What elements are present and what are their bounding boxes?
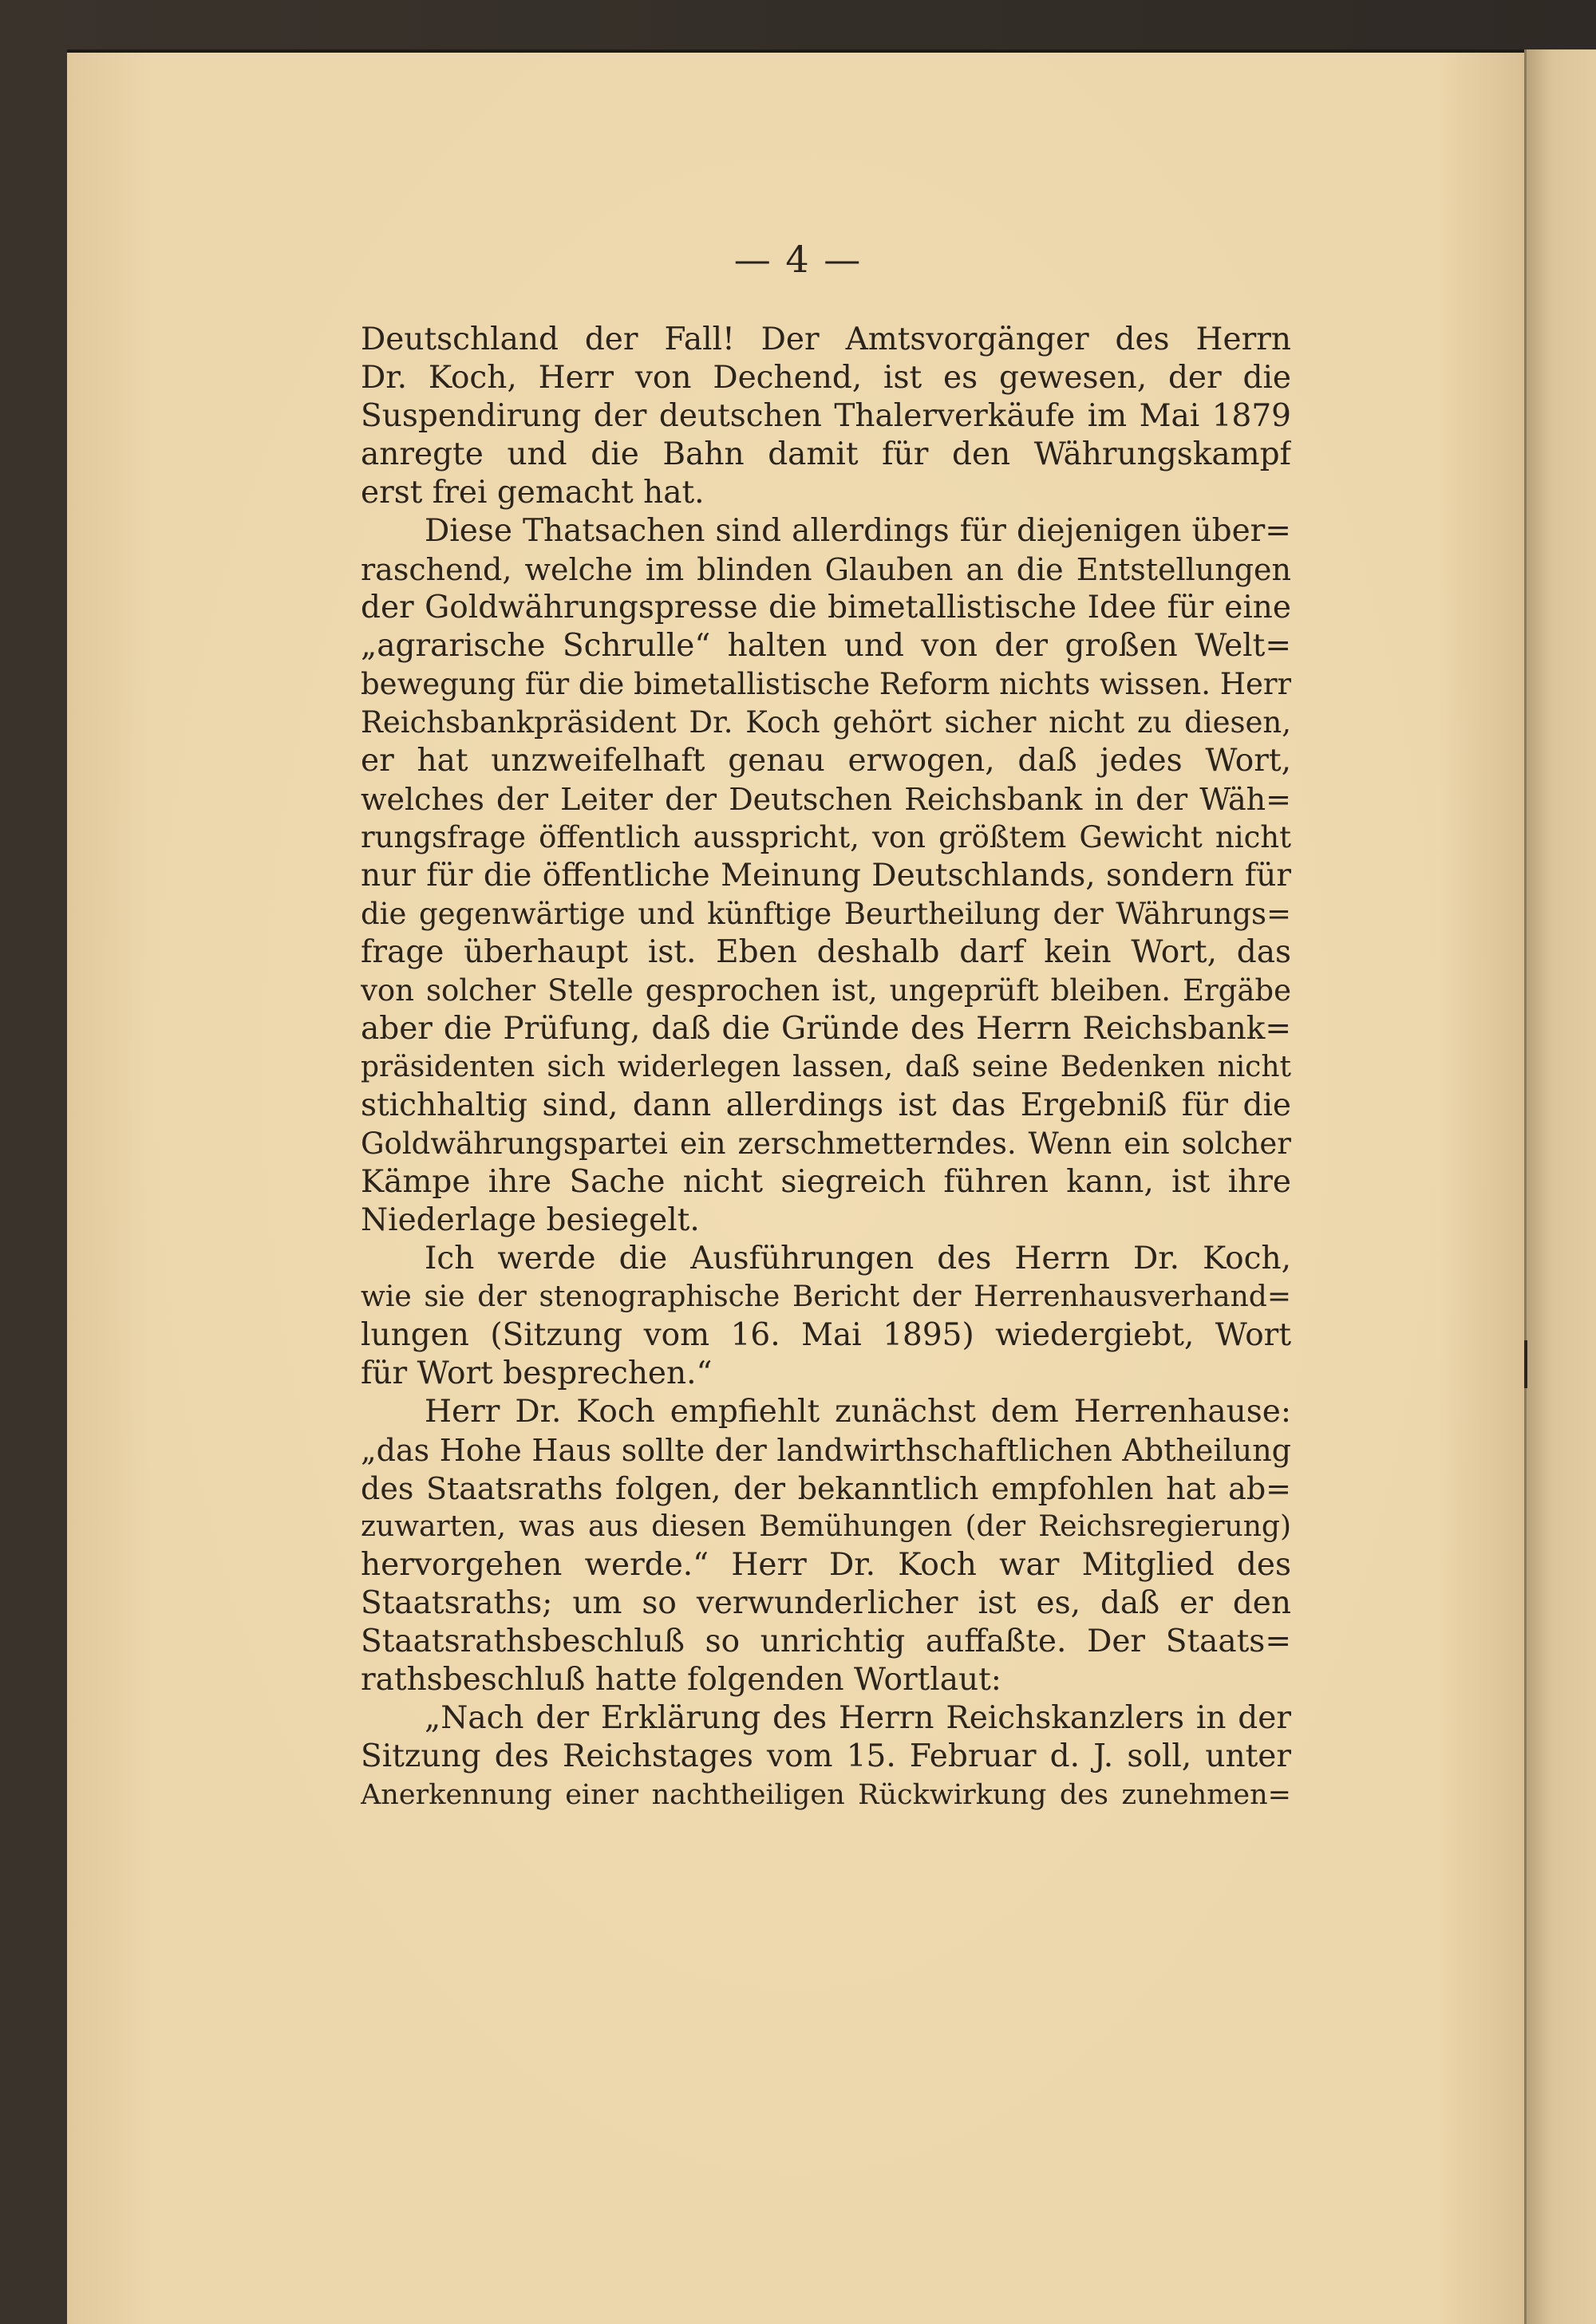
body-text	[361, 321, 1291, 1814]
text-line: Goldwährungspartei ein zerschmetterndes. Wenn ein solcher	[361, 1126, 1291, 1161]
next-page-edge	[1524, 49, 1596, 2324]
text-line: er hat unzweifelhaft genau erwogen, daß jedes Wort,	[361, 743, 1291, 779]
text-line: Anerkennung einer nachtheiligen Rückwirkung des zunehmen=	[361, 1779, 1291, 1811]
text-line: Herr Dr. Koch empfiehlt zunächst dem Herrenhause:	[425, 1394, 1291, 1430]
text-line: Diese Thatsachen sind allerdings für diejenigen über=	[425, 513, 1291, 549]
text-line: aber die Prüfung, daß die Gründe des Herrn Reichsbank=	[361, 1011, 1291, 1047]
margin-mark	[1524, 1340, 1527, 1388]
text-line: Ich werde die Ausführungen des Herrn Dr. Koch,	[425, 1241, 1291, 1276]
text-line: von solcher Stelle gesprochen ist, ungeprüft bleiben. Ergäbe	[361, 973, 1291, 1008]
text-line: rungsfrage öffentlich ausspricht, von größtem Gewicht nicht	[361, 820, 1291, 854]
text-line: wie sie der stenographische Bericht der Herrenhausverhand=	[361, 1280, 1291, 1313]
text-line: nur für die öffentliche Meinung Deutschlands, sondern für	[361, 858, 1291, 894]
text-line: hervorgehen werde.“ Herr Dr. Koch war Mitglied des	[361, 1547, 1291, 1583]
text-line: frage überhaupt ist. Eben deshalb darf kein Wort, das	[361, 934, 1291, 970]
text-line: lungen (Sitzung vom 16. Mai 1895) wiedergiebt, Wort	[361, 1317, 1291, 1353]
text-line: präsidenten sich widerlegen lassen, daß seine Bedenken nicht	[361, 1051, 1291, 1083]
text-line: raschend, welche im blinden Glauben an die Entstellungen	[361, 552, 1291, 587]
text-line: rathsbeschluß hatte folgenden Wortlaut:	[361, 1662, 1001, 1698]
text-line: welches der Leiter der Deutschen Reichsbank in der Wäh=	[361, 782, 1291, 817]
text-line: „Nach der Erklärung des Herrn Reichskanzlers in der	[425, 1700, 1291, 1736]
text-line: Suspendirung der deutschen Thalerverkäufe im Mai 1879	[361, 398, 1291, 434]
text-line: des Staatsraths folgen, der bekanntlich empfohlen hat ab=	[361, 1471, 1291, 1506]
text-line: „das Hohe Haus sollte der landwirthschaftlichen Abtheilung	[361, 1433, 1291, 1468]
text-line: Staatsraths; um so verwunderlicher ist es, daß er den	[361, 1585, 1291, 1621]
text-line: stichhaltig sind, dann allerdings ist das Ergebniß für die	[361, 1087, 1291, 1123]
text-line: Deutschland der Fall! Der Amtsvorgänger des Herrn	[361, 322, 1291, 357]
text-line: Reichsbankpräsident Dr. Koch gehört sicher nicht zu diesen,	[361, 705, 1291, 740]
text-line: erst frei gemacht hat.	[361, 475, 705, 511]
page-top-edge	[67, 49, 1524, 53]
text-line: für Wort besprechen.“	[361, 1355, 713, 1391]
text-line: der Goldwährungspresse die bimetallistische Idee für eine	[361, 590, 1291, 625]
text-line: Dr. Koch, Herr von Dechend, ist es gewesen, der die	[361, 360, 1291, 396]
text-line: bewegung für die bimetallistische Reform nichts wissen. Herr	[361, 667, 1291, 701]
page-number: — 4 —	[733, 238, 863, 281]
text-line: Kämpe ihre Sache nicht siegreich führen kann, ist ihre	[361, 1164, 1291, 1200]
text-line: anregte und die Bahn damit für den Währungskampf	[361, 436, 1291, 472]
text-line: „agrarische Schrulle“ halten und von der großen Welt=	[361, 628, 1291, 664]
text-line: Staatsrathsbeschluß so unrichtig auffaßte. Der Staats=	[361, 1624, 1291, 1659]
text-line: die gegenwärtige und künftige Beurtheilung der Währungs=	[361, 897, 1291, 931]
text-line: zuwarten, was aus diesen Bemühungen (der Reichsregierung)	[361, 1510, 1291, 1543]
text-line: Sitzung des Reichstages vom 15. Februar d. J. soll, unter	[361, 1738, 1291, 1774]
text-line: Niederlage besiegelt.	[361, 1202, 700, 1238]
